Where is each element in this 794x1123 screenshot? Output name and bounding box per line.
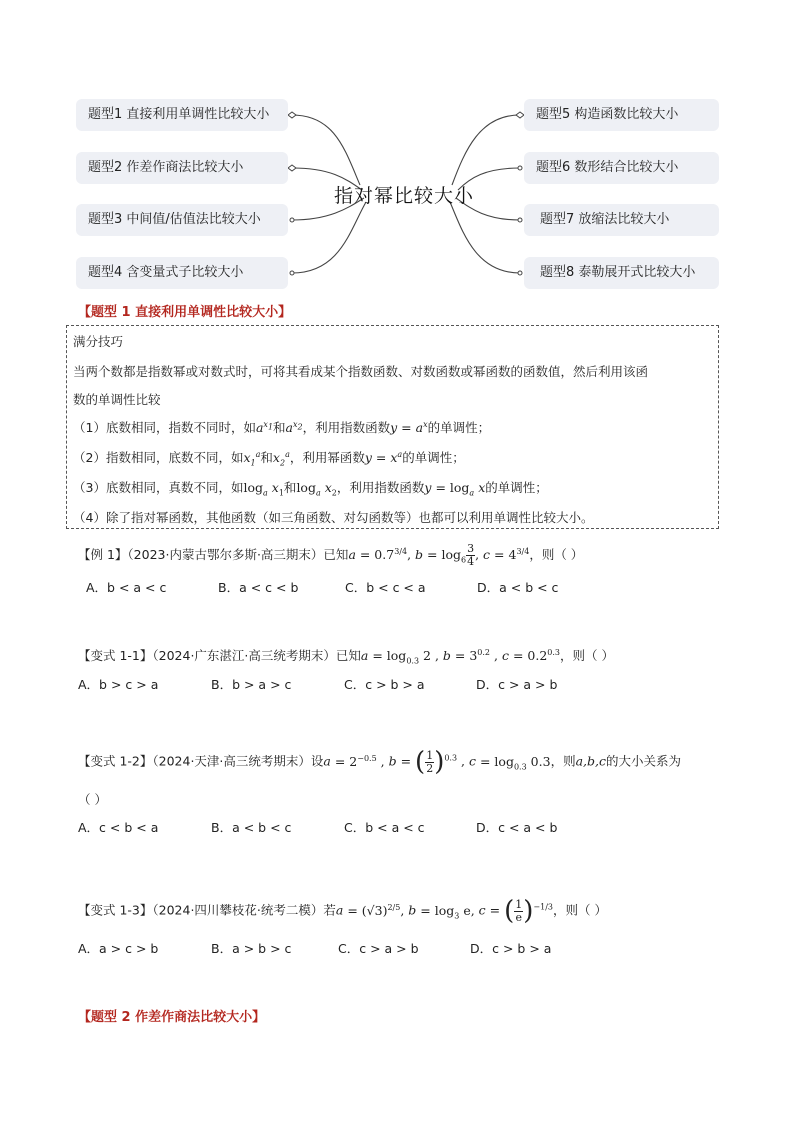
mind-node-type8: 题型8 泰勒展开式比较大小 <box>524 257 719 289</box>
math-a-x2: $a^{x_2}$ <box>285 419 303 435</box>
tips-item3-text-b: 和 <box>283 480 297 495</box>
mind-node-type3: 题型3 中间值/估值法比较大小 <box>76 204 288 236</box>
tips-item3-text-c: ，利用指数函数 <box>336 480 425 495</box>
example-1-question: 【例 1】（2023·内蒙古鄂尔多斯·高三期末）已知$a = 0.7^{3/4}$, $b = \log_6$ $\frac{3}{4}$ , $c = 4^{3/4}$，则（ ） <box>78 542 584 568</box>
example-1-math: a <box>348 547 356 562</box>
variant-1-3-question: 【变式 1-3】（2024·四川攀枝花·统考二模）若$a = (√3)^{2/5}$, $b = \log_3 e$, c = ( $\frac{1}{e}$ )$^{-1/3}$，则（ ） <box>78 896 607 926</box>
variant-1-3-suffix: ，则（ ） <box>553 902 607 918</box>
variant-1-1-option-a: A．b > c > a <box>78 677 159 692</box>
math-y-ax: y <box>390 420 398 435</box>
mind-node-type2: 题型2 作差作商法比较大小 <box>76 152 288 184</box>
example-1-prefix: 【例 1】（2023·内蒙古鄂尔多斯·高三期末）已知 <box>78 547 349 562</box>
fraction-3-4: $\frac{3}{4}$ <box>467 542 475 568</box>
mind-map <box>0 90 794 300</box>
variant-1-1-prefix: 【变式 1-1】（2024·广东湛江·高三统考期末）已知 <box>78 648 361 663</box>
variant-1-1-option-d: D．c > a > b <box>476 677 558 692</box>
tips-item-1: （1）底数相同，指数不同时，如$a^{x_1}$和$a^{x_2}$，利用指数函数$y = a^x$的单调性； <box>73 419 491 435</box>
fraction-1-e: $\frac{1}{e}$ <box>515 897 523 924</box>
variant-1-2-question: 【变式 1-2】（2024·天津·高三统考期末）设$a = 2^{-0.5}$ , b = ( $\frac{1}{2}$ )$^{0.3}$ , $c = \log_{0.3} 0.3$，则a,b,c的大小关系为 <box>78 747 681 777</box>
variant-1-1-suffix: ，则（ ） <box>560 648 614 663</box>
tips-title: 满分技巧 <box>73 334 124 349</box>
tips-item2-text-b: 和 <box>260 450 273 465</box>
variant-1-3-option-b: B．a > b > c <box>211 941 292 956</box>
tips-item3-text-a: （3）底数相同，真数不同，如 <box>73 480 244 495</box>
variant-1-2-suffix: ，则 <box>550 753 576 769</box>
tips-item2-text-a: （2）指数相同，底数不同，如 <box>73 450 244 465</box>
fraction-1-2: $\frac{1}{2}$ <box>426 748 434 775</box>
mind-node-type1: 题型1 直接利用单调性比较大小 <box>76 99 288 131</box>
variant-1-1-option-b: B．b > a > c <box>211 677 292 692</box>
example-1-option-d: D．a < b < c <box>477 580 559 595</box>
variant-1-1-math: a <box>360 648 369 663</box>
math-y-xa: y <box>364 450 372 465</box>
math-log-x1: $\log_a x_1$ <box>243 480 284 498</box>
mind-node-type6: 题型6 数形结合比较大小 <box>524 152 719 184</box>
variant-1-3-option-c: C．c > a > b <box>338 941 419 956</box>
variant-1-2-option-b: B．a < b < c <box>211 820 292 835</box>
tips-item2-text-c: ，利用幂函数 <box>289 450 365 465</box>
tips-item3-text-d: 的单调性； <box>485 480 548 495</box>
math-y-logx: y <box>424 480 432 495</box>
math-x1-a: $x_1^a$ <box>243 449 261 468</box>
tips-intro-line1: 当两个数都是指数幂或对数式时，可将其看成某个指数函数、对数函数或幂函数的函数值，然后利用该函 <box>73 364 649 379</box>
example-1-suffix: ，则（ ） <box>529 547 584 562</box>
mind-node-type5: 题型5 构造函数比较大小 <box>524 99 719 131</box>
variant-1-3-option-a: A．a > c > b <box>78 941 159 956</box>
mind-node-type7: 题型7 放缩法比较大小 <box>524 204 719 236</box>
math-a-x1: $a^{x_1}$ <box>255 419 274 435</box>
tips-item1-text-d: 的单调性； <box>427 420 491 435</box>
example-1-option-a: A．b < a < c <box>86 580 167 595</box>
tips-item1-text-b: 和 <box>273 420 286 435</box>
section-header-type1: 【题型 1 直接利用单调性比较大小】 <box>78 305 292 320</box>
variant-1-2-option-c: C．b < a < c <box>344 820 425 835</box>
variant-1-1-question: 【变式 1-1】（2024·广东湛江·高三统考期末）已知$a = \log_{0.3} 2$ , $b = 3^{0.2}$ , $c = 0.2^{0.3}$，则（ ） <box>78 647 614 666</box>
variant-1-3-option-d: D．c > b > a <box>470 941 552 956</box>
mind-map-center-title: 指对幂比较大小 <box>334 185 475 207</box>
example-1-option-c: C．b < c < a <box>345 580 426 595</box>
tips-item1-text-a: （1）底数相同，指数不同时，如 <box>73 420 256 435</box>
variant-1-1-option-c: C．c > b > a <box>344 677 425 692</box>
mind-node-type4: 题型4 含变量式子比较大小 <box>76 257 288 289</box>
tips-box <box>66 325 719 529</box>
tips-item2-text-d: 的单调性； <box>402 450 465 465</box>
tips-intro-line2: 数的单调性比较 <box>73 392 161 407</box>
variant-1-2-option-a: A．c < b < a <box>78 820 159 835</box>
section-header-type2: 【题型 2 作差作商法比较大小】 <box>78 1010 266 1025</box>
example-1-option-b: B．a < c < b <box>218 580 299 595</box>
tips-item-4: （4）除了指对幂函数，其他函数（如三角函数、对勾函数等）也都可以利用单调性比较大小。 <box>73 510 594 525</box>
variant-1-2-option-d: D．c < a < b <box>476 820 558 835</box>
variant-1-3-prefix: 【变式 1-3】（2024·四川攀枝花·统考二模）若 <box>78 902 336 918</box>
variant-1-2-prefix: 【变式 1-2】（2024·天津·高三统考期末）设 <box>78 753 324 769</box>
tips-item-3: （3）底数相同，真数不同，如$\log_a x_1$和$\log_a x_2$，利用指数函数$y = \log_a x$的单调性； <box>73 480 548 498</box>
variant-1-2-paren-line: （ ） <box>78 792 107 807</box>
tips-item1-text-c: ，利用指数函数 <box>302 420 391 435</box>
variant-1-2-math: a <box>323 753 331 769</box>
variant-1-2-suffix2: 的大小关系为 <box>605 753 681 769</box>
variant-1-3-math: a <box>335 902 344 918</box>
tips-item-2: （2）指数相同，底数不同，如$x_1^a$和$x_2^a$，利用幂函数$y = x^a$的单调性； <box>73 449 465 468</box>
math-x2-a: $x_2^a$ <box>272 449 290 468</box>
math-log-x2: $\log_a x_2$ <box>296 480 337 498</box>
